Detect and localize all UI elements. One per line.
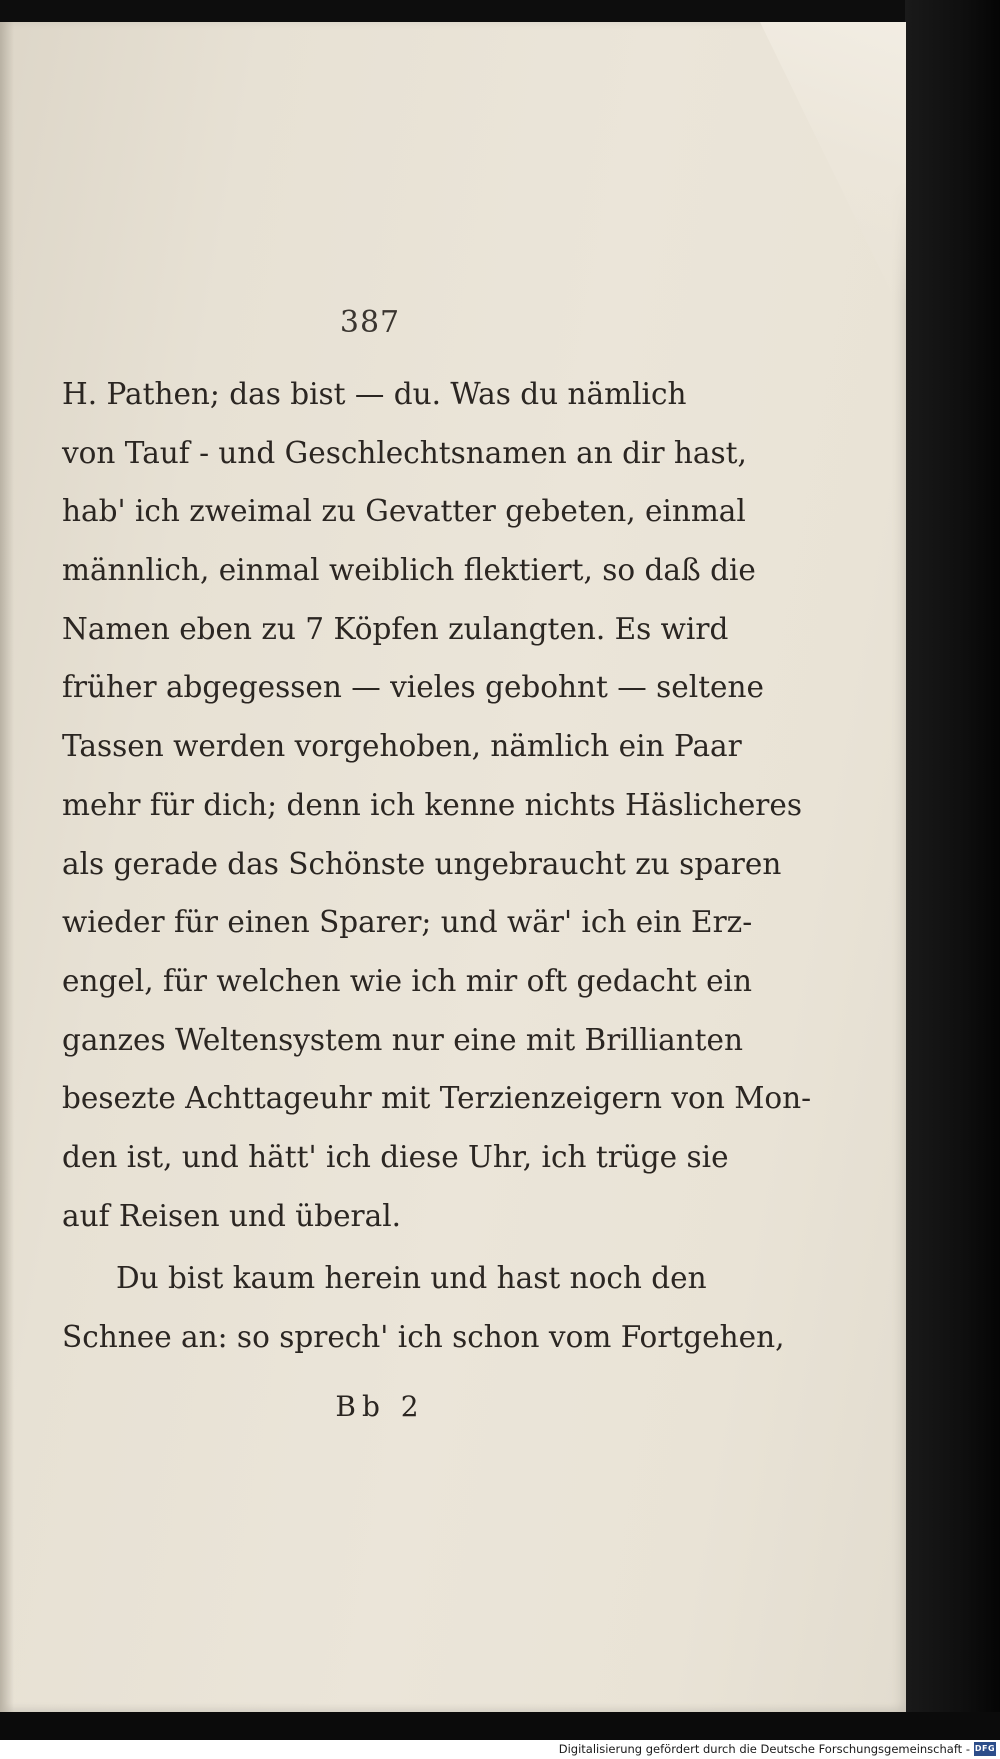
- text-line: Du bist kaum herein und hast noch den: [116, 1261, 707, 1296]
- page-number: 387: [339, 305, 401, 340]
- text-line: Schnee an: so sprech' ich schon vom Fortgehen,: [62, 1320, 785, 1354]
- text-line: ganzes Weltensystem nur eine mit Brillianten: [62, 1022, 743, 1057]
- scan-bottom-border: [0, 1712, 1000, 1740]
- text-line: H. Pathen; das bist — du. Was du nämlich: [62, 377, 687, 411]
- text-line: als gerade das Schönste ungebraucht zu sparen: [62, 846, 782, 881]
- scan-right-border: [905, 0, 1000, 1759]
- text-line: männlich, einmal weiblich flektiert, so daß die: [62, 553, 756, 588]
- signature-mark: Bb 2: [335, 1390, 425, 1423]
- text-line: Tassen werden vorgehoben, nämlich ein Paar: [62, 729, 742, 764]
- text-line: den ist, und hätt' ich diese Uhr, ich trüge sie: [62, 1139, 729, 1174]
- text-line: mehr für dich; denn ich kenne nichts Häslicheres: [62, 787, 803, 822]
- text-line: hab' ich zweimal zu Gevatter gebeten, einmal: [62, 494, 746, 529]
- text-line: besezte Achttageuhr mit Terzienzeigern von Mon-: [62, 1081, 812, 1116]
- text-line: wieder für einen Sparer; und wär' ich ein Erz-: [62, 905, 753, 940]
- text-line: Namen eben zu 7 Köpfen zulangten. Es wird: [62, 611, 729, 646]
- text-line: von Tauf - und Geschlechtsnamen an dir hast,: [62, 435, 747, 470]
- text-line: engel, für welchen wie ich mir oft gedacht ein: [62, 963, 752, 998]
- text-line: früher abgegessen — vieles gebohnt — seltene: [62, 670, 764, 705]
- page-text: [62, 365, 812, 1367]
- text-line: auf Reisen und überal.: [62, 1198, 402, 1233]
- dfg-logo-icon: DFG: [974, 1742, 996, 1756]
- digitization-credit: Digitalisierung gefördert durch die Deutsche Forschungsgemeinschaft -: [558, 1742, 970, 1756]
